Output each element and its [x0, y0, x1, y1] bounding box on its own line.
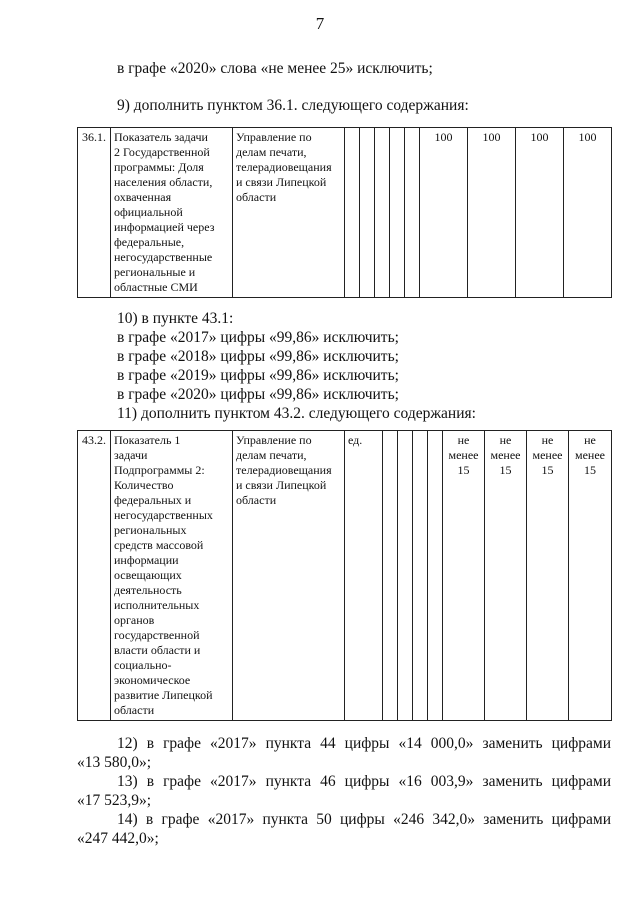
- item-9-heading: 9) дополнить пунктом 36.1. следующего содержания:: [117, 97, 469, 114]
- empty-cell: [390, 128, 405, 298]
- item-14-line-1: 14) в графе «2017» пункта 50 цифры «246 342,0» заменить цифрами: [117, 811, 611, 828]
- table-row: [78, 128, 612, 298]
- empty-cell: [413, 431, 428, 721]
- value-2019-cell: не менее 15: [527, 431, 569, 721]
- unit-cell: ед.: [345, 431, 383, 721]
- item-10-line: в графе «2020» цифры «99,86» исключить;: [117, 386, 399, 403]
- paragraph-2020-amendment: в графе «2020» слова «не менее 25» исключить;: [117, 60, 433, 77]
- empty-cell: [428, 431, 443, 721]
- item-12-line-2: «13 580,0»;: [77, 754, 152, 771]
- value-2018-cell: 100: [468, 128, 516, 298]
- value-2018-cell: не менее 15: [485, 431, 527, 721]
- value-2020-cell: не менее 15: [569, 431, 612, 721]
- page-number: 7: [315, 14, 325, 33]
- indicator-cell: Показатель 1 задачи Подпрограммы 2: Количество федеральных и негосударственных региональных средств массовой информации освещающих деятельность исполнительных органов государственной власти области и социально- экономическое развитие Липецкой области: [111, 431, 233, 721]
- row-number-cell: 43.2.: [78, 431, 111, 721]
- responsible-cell: Управление по делам печати, телерадиовещания и связи Липецкой области: [233, 431, 345, 721]
- row-number-cell: 36.1.: [78, 128, 111, 298]
- empty-cell: [375, 128, 390, 298]
- item-13-line-2: «17 523,9»;: [77, 792, 152, 809]
- item-12-line-1: 12) в графе «2017» пункта 44 цифры «14 000,0» заменить цифрами: [117, 735, 611, 752]
- value-2019-cell: 100: [516, 128, 564, 298]
- empty-cell: [398, 431, 413, 721]
- item-10-line: в графе «2019» цифры «99,86» исключить;: [117, 367, 399, 384]
- item-14-line-2: «247 442,0»;: [77, 830, 159, 847]
- table-row: [78, 431, 612, 721]
- indicator-cell: Показатель задачи 2 Государственной программы: Доля населения области, охваченная официальной информацией через федеральные, негосударственные региональные и областные СМИ: [111, 128, 233, 298]
- value-2017-cell: 100: [420, 128, 468, 298]
- responsible-cell: Управление по делам печати, телерадиовещания и связи Липецкой области: [233, 128, 345, 298]
- item-13-line-1: 13) в графе «2017» пункта 46 цифры «16 003,9» заменить цифрами: [117, 773, 611, 790]
- empty-cell: [405, 128, 420, 298]
- item-10-heading: 10) в пункте 43.1:: [117, 310, 234, 327]
- table-item-36-1: [77, 127, 612, 298]
- table-item-43-2: [77, 430, 612, 721]
- empty-cell: [345, 128, 360, 298]
- value-2017-cell: не менее 15: [443, 431, 485, 721]
- empty-cell: [383, 431, 398, 721]
- empty-cell: [360, 128, 375, 298]
- item-10-line: в графе «2018» цифры «99,86» исключить;: [117, 348, 399, 365]
- item-11-heading: 11) дополнить пунктом 43.2. следующего содержания:: [117, 405, 476, 422]
- item-10-line: в графе «2017» цифры «99,86» исключить;: [117, 329, 399, 346]
- value-2020-cell: 100: [564, 128, 612, 298]
